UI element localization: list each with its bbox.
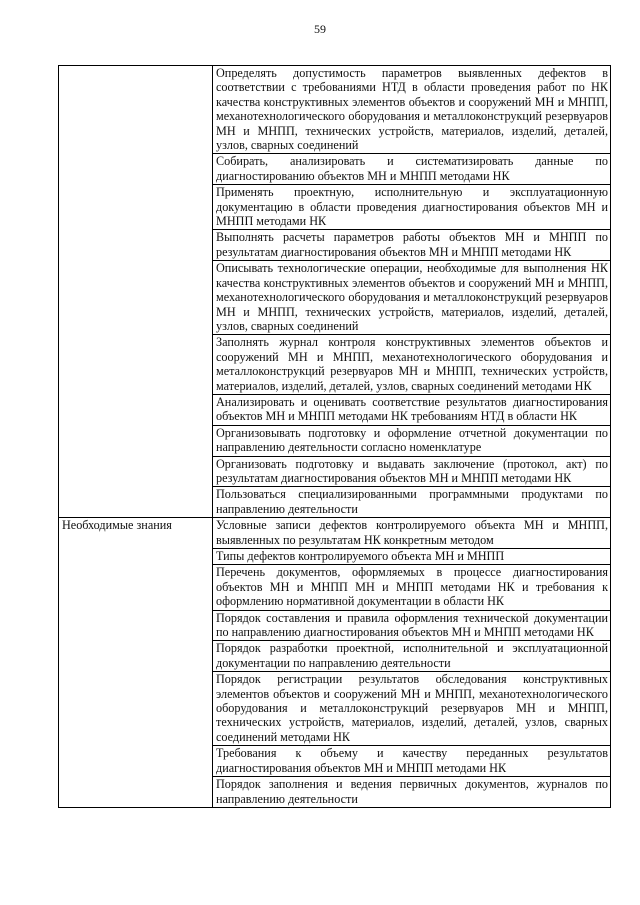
knowledge-item: Порядок заполнения и ведения первичных документов, журналов по направлению деятельности	[213, 777, 611, 808]
requirements-table-body	[59, 66, 611, 808]
knowledge-item: Типы дефектов контролируемого объекта МН и МНПП	[213, 549, 611, 565]
skill-item: Заполнять журнал контроля конструктивных элементов объектов и сооружений МН и МНПП, механотехнологического оборудования и металлоконструкций резервуаров МН и МНПП, технических устройств, материалов, изделий, деталей, узлов, сварных соединений методами НК	[213, 335, 611, 395]
skill-item: Организовывать подготовку и оформление отчетной документации по направлению деятельности согласно номенклатуре	[213, 425, 611, 456]
knowledge-item: Условные записи дефектов контролируемого объекта МН и МНПП, выявленных по результатам НК конкретным методом	[213, 518, 611, 549]
skill-item: Организовать подготовку и выдавать заключение (протокол, акт) по результатам диагностирования объектов МН и МНПП методами НК	[213, 456, 611, 487]
knowledge-item: Требования к объему и качеству переданных результатов диагностирования объектов МН и МНПП методами НК	[213, 746, 611, 777]
knowledge-item: Порядок разработки проектной, исполнительной и эксплуатационной документации по направлению деятельности	[213, 641, 611, 672]
skill-item: Определять допустимость параметров выявленных дефектов в соответствии с требованиями НТД в области проведения работ по НК качества конструктивных элементов объектов и сооружений МН и МНПП, механотехнологического оборудования и металлоконструкций резервуаров МН и МНПП, технических устройств, материалов, изделий, деталей, узлов, сварных соединений	[213, 66, 611, 154]
skill-item: Применять проектную, исполнительную и эксплуатационную документацию в области проведения диагностирования объектов МН и МНПП методами НК	[213, 185, 611, 230]
table-row	[59, 66, 611, 154]
skill-item: Собирать, анализировать и систематизировать данные по диагностированию объектов МН и МНПП методами НК	[213, 154, 611, 185]
requirements-table	[58, 65, 611, 808]
skill-item: Анализировать и оценивать соответствие результатов диагностирования объектов МН и МНПП методами НК требованиям НТД в области НК	[213, 394, 611, 425]
knowledge-item: Порядок регистрации результатов обследования конструктивных элементов объектов и сооружений МН и МНПП, механотехнологического оборудования и металлоконструкций резервуаров МН и МНПП, технических устройств, материалов, изделий, деталей, узлов, сварных соединений методами НК	[213, 672, 611, 746]
skill-item: Пользоваться специализированными программными продуктами по направлению деятельности	[213, 487, 611, 518]
knowledge-item: Порядок составления и правила оформления технической документации по направлению диагностирования объектов МН и МНПП методами НК	[213, 610, 611, 641]
page-number: 59	[314, 22, 326, 36]
skill-item: Выполнять расчеты параметров работы объектов МН и МНПП по результатам диагностирования объектов МН и МНПП методами НК	[213, 230, 611, 261]
knowledge-item: Перечень документов, оформляемых в процессе диагностирования объектов МН и МНПП МН и МНПП методами НК и требования к оформлению нормативной документации в области НК	[213, 565, 611, 610]
table-row	[59, 518, 611, 549]
row-label-cell	[59, 66, 213, 518]
section-label-required-knowledge: Необходимые знания	[59, 518, 213, 808]
skill-item: Описывать технологические операции, необходимые для выполнения НК качества конструктивных элементов объектов и сооружений МН и МНПП, механотехнологического оборудования и металлоконструкций резервуаров МН и МНПП, технических устройств, материалов, изделий, деталей, узлов, сварных соединений	[213, 261, 611, 335]
